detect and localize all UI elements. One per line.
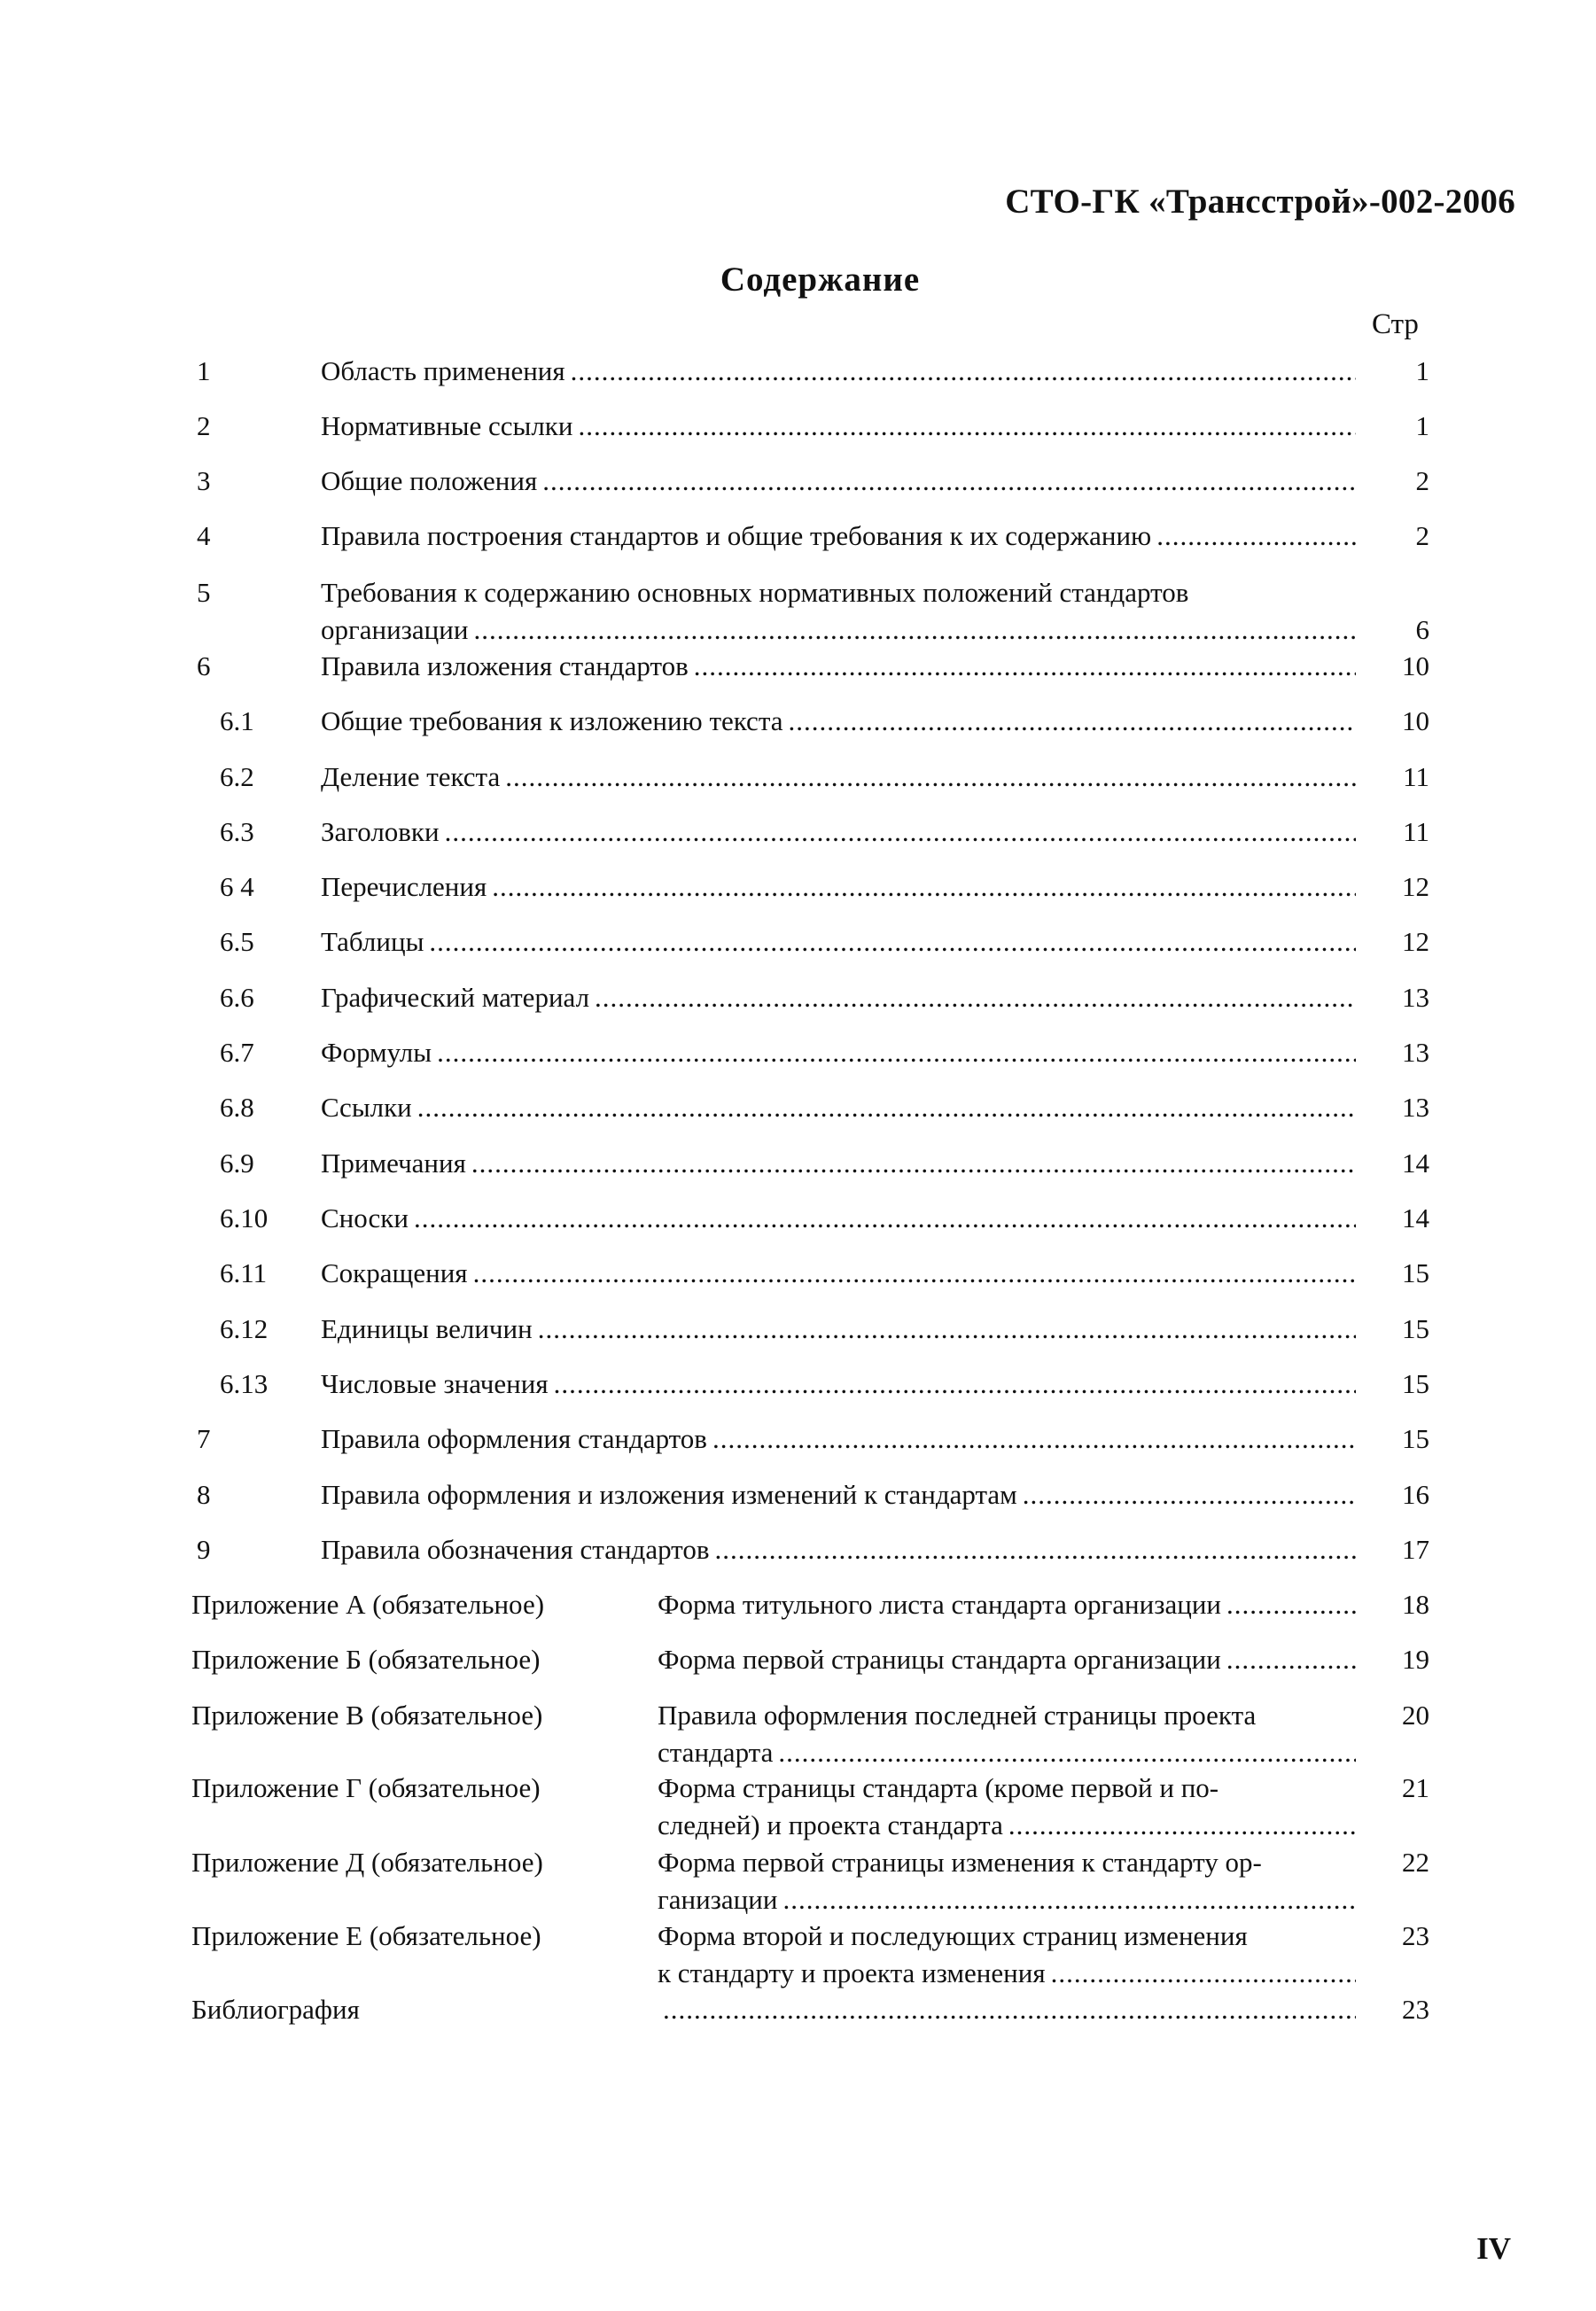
- entry-title-text: Ссылки: [321, 1092, 412, 1123]
- page-ref: 23: [1402, 1994, 1429, 2025]
- dot-leader: [437, 1034, 1356, 1071]
- dot-leader: [712, 1420, 1356, 1458]
- entry-title-text: организации: [321, 614, 469, 645]
- entry-title-text: следней) и проекта стандарта: [658, 1809, 1003, 1840]
- entry-title-text: Формулы: [321, 1037, 432, 1068]
- dot-leader: [1023, 1476, 1356, 1513]
- section-number: 6: [197, 650, 211, 681]
- entry-title-line: [321, 1476, 1356, 1513]
- page-ref: 10: [1402, 650, 1429, 681]
- entry-title-text: ганизации: [658, 1884, 778, 1915]
- section-number: 7: [197, 1423, 211, 1454]
- entry-title-line: [658, 1881, 1356, 1918]
- appendix-title: [658, 1586, 1356, 1623]
- entry-title-text: стандарта: [658, 1737, 774, 1768]
- entry-title-text: Правила изложения стандартов: [321, 650, 689, 681]
- section-title: [321, 1420, 1356, 1458]
- section-number: 6.11: [220, 1257, 268, 1288]
- appendix-label: Приложение Д (обязательное): [191, 1847, 543, 1878]
- page-ref: 15: [1402, 1368, 1429, 1399]
- entry-title-line: [658, 1697, 1356, 1734]
- appendix-label: Приложение А (обязательное): [191, 1589, 545, 1620]
- entry-title-line: [658, 1991, 1356, 2028]
- dot-leader: [571, 353, 1356, 390]
- page-ref: 15: [1402, 1257, 1429, 1288]
- page-ref: 2: [1415, 465, 1429, 496]
- appendix-title: [658, 1918, 1356, 1992]
- entry-title-text: Форма второй и последующих страниц изменения: [658, 1920, 1248, 1951]
- entry-title-text: Правила оформления и изложения изменений к стандартам: [321, 1479, 1017, 1510]
- dot-leader: [492, 868, 1356, 906]
- entry-title-line: [321, 1034, 1356, 1071]
- entry-title-line: [321, 1366, 1356, 1403]
- section-number: 5: [197, 577, 211, 608]
- section-number: 6 4: [220, 871, 254, 902]
- entry-title-line: [321, 1531, 1356, 1568]
- section-number: 3: [197, 465, 211, 496]
- entry-title-line: [321, 408, 1356, 445]
- entry-title-text: Форма первой страницы изменения к стандарту ор-: [658, 1847, 1262, 1878]
- page-ref: 23: [1402, 1920, 1429, 1951]
- dot-leader: [595, 979, 1356, 1016]
- appendix-label: Приложение Г (обязательное): [191, 1772, 541, 1803]
- entry-title-text: Форма титульного листа стандарта организации: [658, 1589, 1222, 1620]
- entry-title-line: [321, 868, 1356, 906]
- page-ref: 19: [1402, 1644, 1429, 1675]
- entry-title-line: [321, 463, 1356, 500]
- page-ref: 22: [1402, 1847, 1429, 1878]
- page-ref: 10: [1402, 705, 1429, 736]
- dot-leader: [1156, 517, 1356, 555]
- entry-title-line: [321, 759, 1356, 796]
- section-title: [321, 1200, 1356, 1237]
- page-ref: 11: [1403, 761, 1429, 792]
- section-title: [321, 1311, 1356, 1348]
- entry-title-line: [321, 611, 1356, 649]
- page-ref: 16: [1402, 1479, 1429, 1510]
- dot-leader: [429, 923, 1356, 961]
- section-number: 6.5: [220, 926, 254, 957]
- section-number: 6.8: [220, 1092, 254, 1123]
- page-ref: 14: [1402, 1202, 1429, 1233]
- dot-leader: [473, 611, 1356, 649]
- page-ref: 13: [1402, 1037, 1429, 1068]
- entry-title-text: Общие требования к изложению текста: [321, 705, 783, 736]
- dot-leader: [538, 1311, 1356, 1348]
- section-title: [321, 923, 1356, 961]
- section-title: [321, 703, 1356, 740]
- dot-leader: [542, 463, 1356, 500]
- dot-leader: [505, 759, 1356, 796]
- appendix-title: [658, 1697, 1356, 1771]
- page-number: IV: [1476, 2231, 1511, 2266]
- section-title: [321, 1255, 1356, 1292]
- entry-title-text: Требования к содержанию основных нормативных положений стандартов: [321, 577, 1189, 608]
- entry-title-text: Графический материал: [321, 982, 590, 1013]
- entry-title-text: Примечания: [321, 1148, 466, 1179]
- section-title: [321, 517, 1356, 555]
- section-title: [321, 813, 1356, 851]
- dot-leader: [1226, 1586, 1356, 1623]
- page-ref: 20: [1402, 1700, 1429, 1731]
- dot-leader: [1051, 1955, 1356, 1992]
- dot-leader: [445, 813, 1356, 851]
- entry-title-text: Сокращения: [321, 1257, 468, 1288]
- entry-title-line: [321, 1255, 1356, 1292]
- entry-title-line: [321, 923, 1356, 961]
- dot-leader: [471, 1145, 1356, 1182]
- entry-title-line: [321, 353, 1356, 390]
- section-number: 6.3: [220, 816, 254, 847]
- entry-title-line: [658, 1955, 1356, 1992]
- entry-title-text: Таблицы: [321, 926, 424, 957]
- entry-title-text: Деление текста: [321, 761, 501, 792]
- section-title: [321, 1034, 1356, 1071]
- section-number: 1: [197, 355, 211, 386]
- appendix-title: [658, 1991, 1356, 2028]
- section-number: 6.9: [220, 1148, 254, 1179]
- section-number: 6.6: [220, 982, 254, 1013]
- entry-title-text: Единицы величин: [321, 1313, 533, 1344]
- entry-title-text: к стандарту и проекта изменения: [658, 1957, 1046, 1988]
- page-ref: 13: [1402, 982, 1429, 1013]
- entry-title-line: [321, 1089, 1356, 1126]
- entry-title-text: Правила построения стандартов и общие требования к их содержанию: [321, 520, 1152, 551]
- page-ref: 18: [1402, 1589, 1429, 1620]
- section-number: 6.2: [220, 761, 254, 792]
- dot-leader: [714, 1531, 1356, 1568]
- section-title: [321, 648, 1356, 685]
- entry-title-text: Область применения: [321, 355, 565, 386]
- entry-title-line: [321, 1200, 1356, 1237]
- page-ref: 11: [1403, 816, 1429, 847]
- section-number: 8: [197, 1479, 211, 1510]
- entry-title-text: Форма страницы стандарта (кроме первой и по-: [658, 1772, 1219, 1803]
- section-title: [321, 979, 1356, 1016]
- page-ref: 1: [1415, 355, 1429, 386]
- section-number: 2: [197, 410, 211, 441]
- dot-leader: [417, 1089, 1356, 1126]
- section-title: [321, 463, 1356, 500]
- appendix-label: Приложение Б (обязательное): [191, 1644, 541, 1675]
- page-ref: 2: [1415, 520, 1429, 551]
- appendix-label: Библиография: [191, 1994, 360, 2025]
- page-ref: 13: [1402, 1092, 1429, 1123]
- appendix-title: [658, 1770, 1356, 1844]
- dot-leader: [789, 703, 1356, 740]
- dot-leader: [663, 1991, 1356, 2028]
- section-number: 4: [197, 520, 211, 551]
- section-title: [321, 574, 1356, 649]
- section-title: [321, 353, 1356, 390]
- toc-title: Содержание: [720, 261, 921, 299]
- dot-leader: [554, 1366, 1356, 1403]
- section-number: 6.13: [220, 1368, 269, 1399]
- page-ref: 15: [1402, 1313, 1429, 1344]
- entry-title-text: Числовые значения: [321, 1368, 549, 1399]
- dot-leader: [1226, 1641, 1356, 1678]
- entry-title-text: Общие положения: [321, 465, 538, 496]
- section-number: 6.7: [220, 1037, 254, 1068]
- entry-title-line: [658, 1918, 1356, 1955]
- page-ref: 12: [1402, 926, 1429, 957]
- section-title: [321, 408, 1356, 445]
- entry-title-text: Правила обозначения стандартов: [321, 1534, 710, 1565]
- entry-title-line: [321, 703, 1356, 740]
- entry-title-text: Перечисления: [321, 871, 487, 902]
- dot-leader: [1008, 1807, 1356, 1844]
- section-title: [321, 1145, 1356, 1182]
- entry-title-line: [658, 1807, 1356, 1844]
- appendix-label: Приложение В (обязательное): [191, 1700, 543, 1731]
- dot-leader: [414, 1200, 1356, 1237]
- entry-title-line: [658, 1734, 1356, 1771]
- entry-title-line: [321, 813, 1356, 851]
- header-document-code: СТО-ГК «Трансстрой»-002-2006: [1005, 183, 1515, 221]
- page-ref: 15: [1402, 1423, 1429, 1454]
- page-column-label: Стр: [1372, 308, 1419, 340]
- entry-title-text: Сноски: [321, 1202, 409, 1233]
- entry-title-text: Правила оформления последней страницы проекта: [658, 1700, 1257, 1731]
- entry-title-line: [321, 574, 1356, 611]
- section-number: 9: [197, 1534, 211, 1565]
- dot-leader: [694, 648, 1356, 685]
- section-title: [321, 868, 1356, 906]
- entry-title-text: Правила оформления стандартов: [321, 1423, 707, 1454]
- section-title: [321, 759, 1356, 796]
- entry-title-line: [658, 1844, 1356, 1881]
- section-title: [321, 1531, 1356, 1568]
- page-ref: 6: [1415, 614, 1429, 645]
- entry-title-line: [321, 1145, 1356, 1182]
- entry-title-line: [658, 1641, 1356, 1678]
- dot-leader: [782, 1881, 1356, 1918]
- section-number: 6.12: [220, 1313, 269, 1344]
- dot-leader: [473, 1255, 1356, 1292]
- dot-leader: [778, 1734, 1356, 1771]
- page-ref: 14: [1402, 1148, 1429, 1179]
- section-title: [321, 1089, 1356, 1126]
- page-ref: 12: [1402, 871, 1429, 902]
- appendix-title: [658, 1844, 1356, 1918]
- dot-leader: [578, 408, 1356, 445]
- entry-title-line: [321, 517, 1356, 555]
- section-number: 6.10: [220, 1202, 269, 1233]
- entry-title-text: Форма первой страницы стандарта организации: [658, 1644, 1221, 1675]
- entry-title-line: [321, 1420, 1356, 1458]
- entry-title-line: [658, 1770, 1356, 1807]
- page-ref: 17: [1402, 1534, 1429, 1565]
- section-title: [321, 1476, 1356, 1513]
- entry-title-line: [321, 979, 1356, 1016]
- entry-title-line: [321, 1311, 1356, 1348]
- appendix-title: [658, 1641, 1356, 1678]
- entry-title-line: [321, 648, 1356, 685]
- section-title: [321, 1366, 1356, 1403]
- entry-title-text: Заголовки: [321, 816, 440, 847]
- section-number: 6.1: [220, 705, 254, 736]
- entry-title-text: Нормативные ссылки: [321, 410, 573, 441]
- entry-title-line: [658, 1586, 1356, 1623]
- appendix-label: Приложение Е (обязательное): [191, 1920, 541, 1951]
- page-ref: 21: [1402, 1772, 1429, 1803]
- page-ref: 1: [1415, 410, 1429, 441]
